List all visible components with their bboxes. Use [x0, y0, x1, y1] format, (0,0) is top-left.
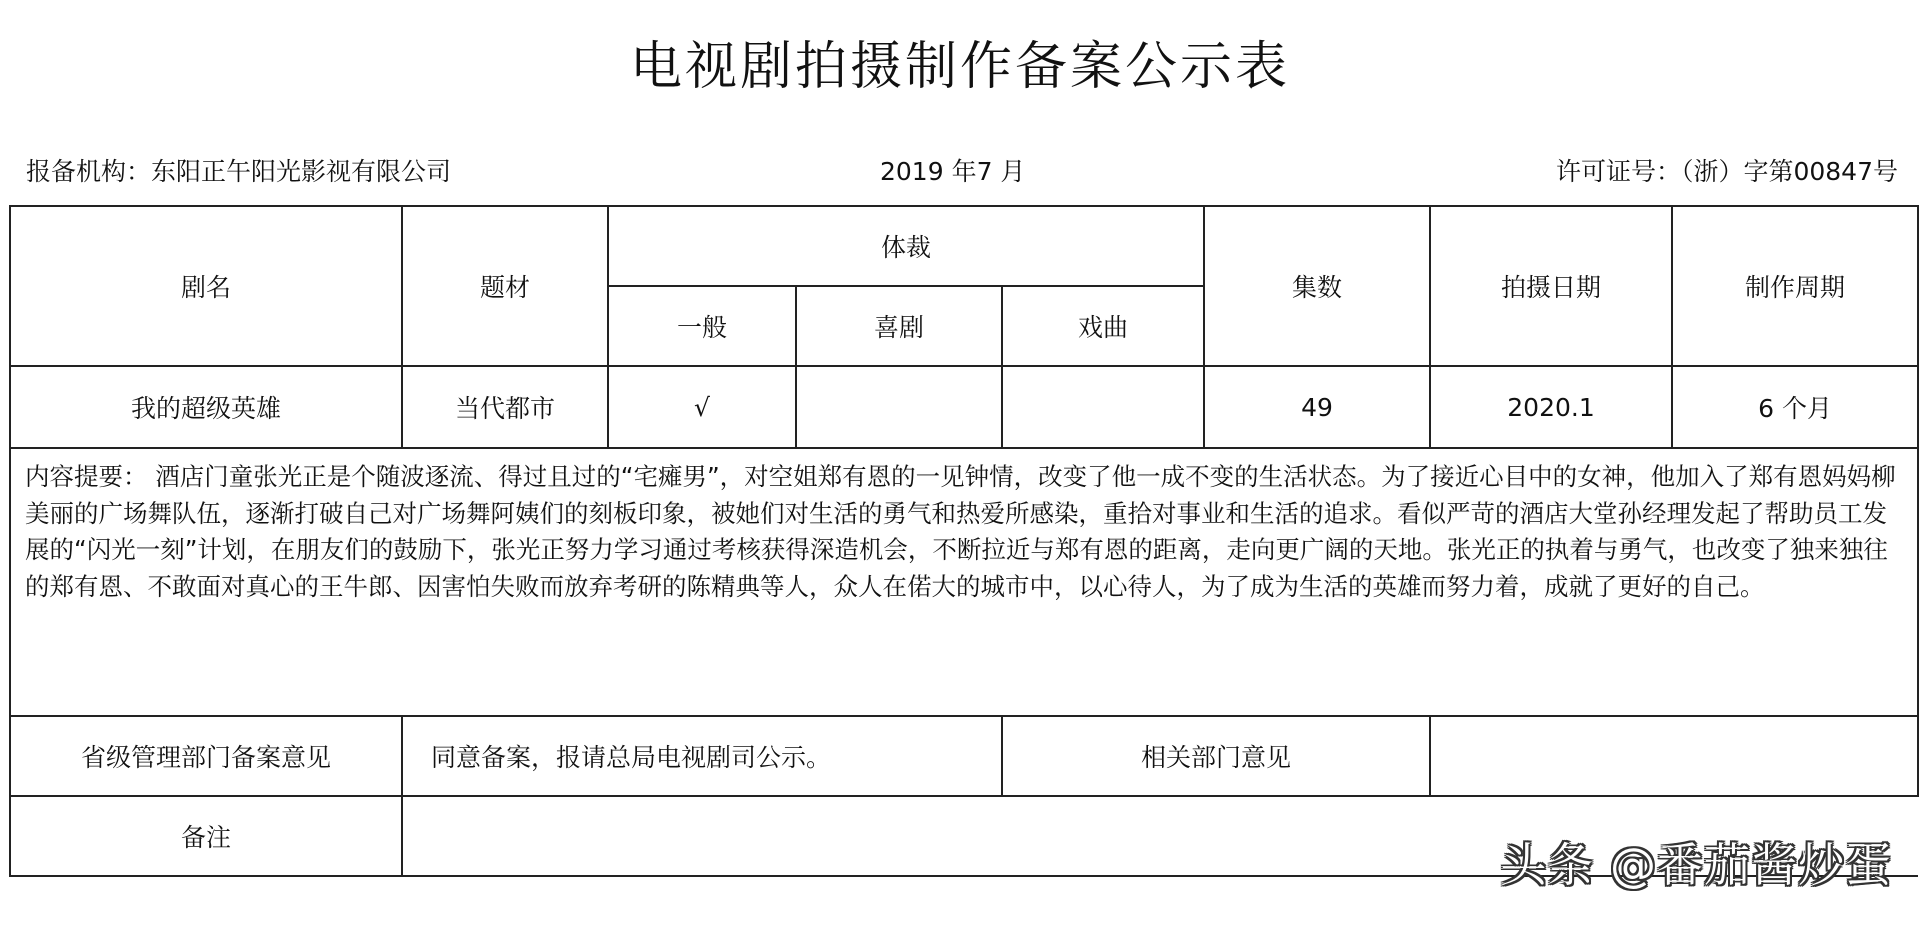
provincial-opinion-label: 省级管理部门备案意见 [10, 716, 402, 796]
provincial-opinion-value: 同意备案，报请总局电视剧司公示。 [402, 716, 1002, 796]
header-genre-general: 一般 [608, 286, 796, 366]
genre-opera-value [1002, 366, 1204, 448]
drama-name-value: 我的超级英雄 [10, 366, 402, 448]
filing-form-table [9, 205, 1919, 877]
header-genre-comedy: 喜剧 [796, 286, 1002, 366]
related-department-label: 相关部门意见 [1002, 716, 1430, 796]
subject-value: 当代都市 [402, 366, 608, 448]
filing-organization: 报备机构：东阳正午阳光影视有限公司 [26, 157, 452, 186]
filing-date: 2019 年7 月 [880, 157, 1026, 186]
header-production-period: 制作周期 [1672, 206, 1918, 366]
episodes-value: 49 [1204, 366, 1430, 448]
header-drama-name: 剧名 [10, 206, 402, 366]
header-genre-opera: 戏曲 [1002, 286, 1204, 366]
header-genre: 体裁 [608, 206, 1204, 286]
source-watermark: 头条 @番茄酱炒蛋 [1500, 838, 1892, 892]
header-subject: 题材 [402, 206, 608, 366]
genre-general-checkmark: √ [608, 366, 796, 448]
page-title: 电视剧拍摄制作备案公示表 [629, 37, 1290, 97]
production-period-value: 6 个月 [1672, 366, 1918, 448]
shoot-date-value: 2020.1 [1430, 366, 1672, 448]
genre-comedy-value [796, 366, 1002, 448]
remark-label: 备注 [10, 796, 402, 876]
related-department-value [1430, 716, 1918, 796]
header-episodes: 集数 [1204, 206, 1430, 366]
content-summary: 内容提要： 酒店门童张光正是个随波逐流、得过且过的“宅瘫男”，对空姐郑有恩的一见钟情，改变了他一成不变的生活状态。为了接近心目中的女神，他加入了郑有恩妈妈柳美丽的广场舞队伍，逐渐打破自己对广场舞阿姨们的刻板印象，被她们对生活的勇气和热爱所感染，重拾对事业和生活的追求。看似严苛的酒店大堂孙经理发起了帮助员工发展的“闪光一刻”计划，在朋友们的鼓励下，张光正努力学习通过考核获得深造机会，不断拉近与郑有恩的距离，走向更广阔的天地。张光正的执着与勇气，也改变了独来独往的郑有恩、不敢面对真心的王牛郎、因害怕失败而放弃考研的陈精典等人，众人在偌大的城市中，以心待人，为了成为生活的英雄而努力着，成就了更好的自己。 [10, 448, 1918, 716]
license-number: 许可证号：（浙）字第00847号 [1555, 157, 1898, 186]
header-shoot-date: 拍摄日期 [1430, 206, 1672, 366]
